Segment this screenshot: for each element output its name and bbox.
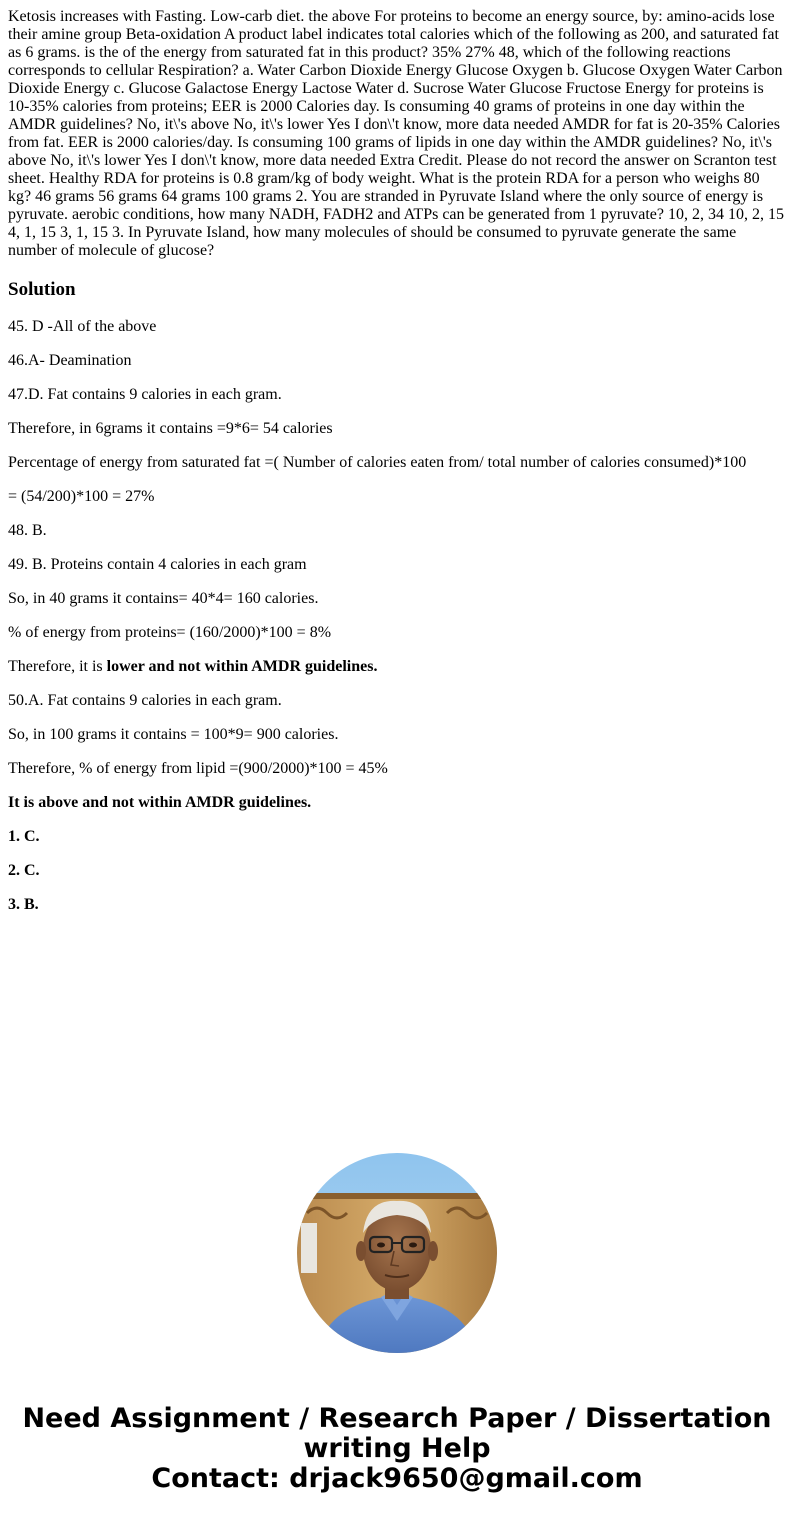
answer-50-conclusion: It is above and not within AMDR guidelines. xyxy=(8,794,312,811)
answer-49-conclusion xyxy=(8,658,786,692)
promo-banner xyxy=(0,1404,794,1494)
answer-47: 47.D. Fat contains 9 calories in each gram. xyxy=(8,386,282,403)
answer-47-calculation: Therefore, in 6grams it contains =9*6= 54 calories xyxy=(8,420,333,437)
answer-49-conclusion-prefix: Therefore, it is xyxy=(8,658,107,675)
author-portrait-image xyxy=(297,1153,497,1353)
answer-49-percent: % of energy from proteins= (160/2000)*100 = 8% xyxy=(8,624,332,641)
promo-line-1: Need Assignment / Research Paper / Dissertation xyxy=(22,1403,772,1434)
answer-50: 50.A. Fat contains 9 calories in each gram. xyxy=(8,692,282,709)
answer-49: 49. B. Proteins contain 4 calories in each gram xyxy=(8,556,307,573)
answer-46: 46.A- Deamination xyxy=(8,352,132,369)
answer-49-calculation: So, in 40 grams it contains= 40*4= 160 calories. xyxy=(8,590,319,607)
solution-heading: Solution xyxy=(8,279,76,300)
answer-50-calculation: So, in 100 grams it contains = 100*9= 900 calories. xyxy=(8,726,339,743)
extra-credit-answer-1: 1. C. xyxy=(8,828,40,845)
extra-credit-answer-2: 2. C. xyxy=(8,862,40,879)
answer-48: 48. B. xyxy=(8,522,47,539)
answer-50-percent: Therefore, % of energy from lipid =(900/2000)*100 = 45% xyxy=(8,760,388,777)
extra-credit-answer-3: 3. B. xyxy=(8,896,39,913)
solution-answers xyxy=(8,318,786,930)
question-text: Ketosis increases with Fasting. Low-carb diet. the above For proteins to become an energy source, by: amino-acids lose their amine group Beta-oxidation A product label indicates total calories which of the following as 200, and saturated fat as 6 grams. is the of the energy from saturated fat in this product? 35% 27% 48, which of the following reactions corresponds to cellular Respiration? a. Water Carbon Dioxide Energy Glucose Oxygen b. Glucose Oxygen Water Carbon Dioxide Energy c. Glucose Galactose Energy Lactose Water d. Sucrose Water Glucose Fructose Energy for proteins is 10-35% calories from proteins; EER is 2000 Calories day. Is consuming 40 grams of proteins in one day within the AMDR guidelines? No, it\'s above No, it\'s lower Yes I don\'t know, more data needed AMDR for fat is 20-35% Calories from fat. EER is 2000 calories/day. Is consuming 100 grams of lipids in one day within the AMDR guidelines? No, it\'s above No, it\'s lower Yes I don\'t know, more data needed Extra Credit. Please do not record the answer on Scranton test sheet. Healthy RDA for proteins is 0.8 gram/kg of body weight. What is the protein RDA for a person who weighs 80 kg? 46 grams 56 grams 64 grams 100 grams 2. You are stranded in Pyruvate Island where the only source of energy is pyruvate. aerobic conditions, how many NADH, FADH2 and ATPs can be generated from 1 pyruvate? 10, 2, 34 10, 2, 15 4, 1, 15 3, 1, 15 3. In Pyruvate Island, how many molecules of should be consumed to pyruvate generate the same number of molecule of glucose? xyxy=(8,8,784,259)
promo-line-2: writing Help xyxy=(303,1433,491,1464)
answer-47-formula: Percentage of energy from saturated fat =( Number of calories eaten from/ total number of calories consumed)*100 xyxy=(8,454,747,471)
author-avatar xyxy=(297,1153,497,1353)
answer-45: 45. D -All of the above xyxy=(8,318,157,335)
promo-contact: Contact: drjack9650@gmail.com xyxy=(151,1463,643,1494)
answer-47-result: = (54/200)*100 = 27% xyxy=(8,488,155,505)
answer-49-conclusion-bold: lower and not within AMDR guidelines. xyxy=(106,658,378,675)
